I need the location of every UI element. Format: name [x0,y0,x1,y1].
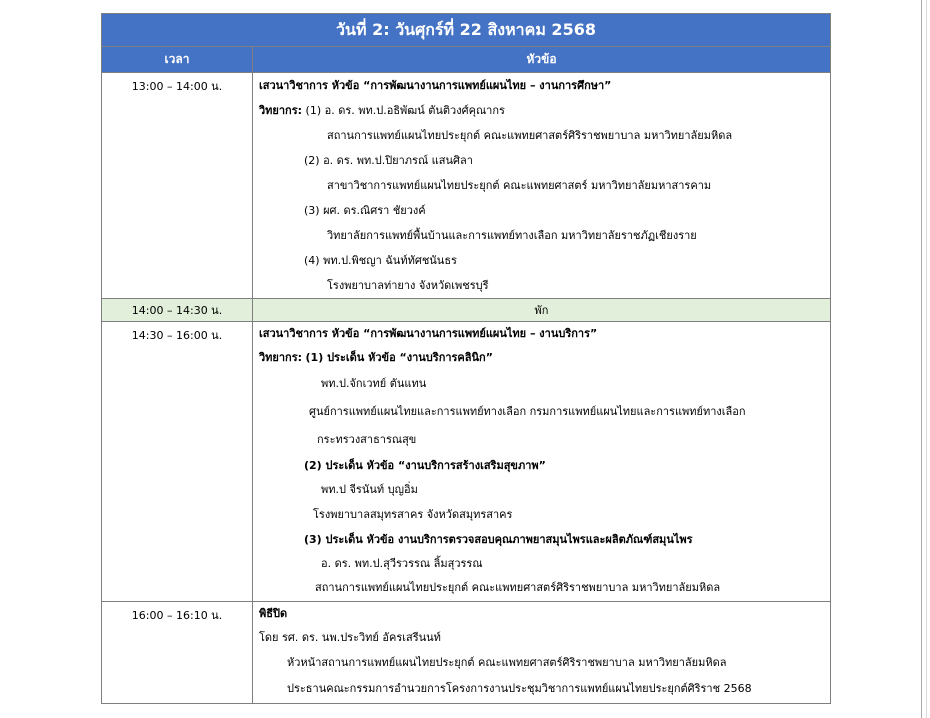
session-row [102,602,831,704]
speaker-affiliation: กระทรวงสาธารณสุข [317,433,417,446]
speaker-affiliation: สถานการแพทย์แผนไทยประยุกต์ คณะแพทยศาสตร์ศิริราชพยาบาล มหาวิทยาลัยมหิดล [327,129,733,142]
speaker-affiliation: โรงพยาบาลท่ายาง จังหวัดเพชรบุรี [327,279,489,292]
session-row [102,322,831,602]
time-column-header: เวลา [102,47,253,73]
day-title: วันที่ 2: วันศุกร์ที่ 22 สิงหาคม 2568 [102,14,831,47]
speaker-name: (2) อ. ดร. พท.ป.ปิยาภรณ์ แสนศิลา [304,154,473,167]
session-time: 13:00 – 14:00 น. [102,73,253,299]
title-row [102,14,831,47]
session-row [102,73,831,299]
topic-title: (2) ประเด็น หัวข้อ “งานบริการสร้างเสริมสุขภาพ” [304,459,546,472]
speaker-name: พท.ป.จักเวทย์ ตันแทน [321,377,427,390]
presenter-line: โดย รศ. ดร. นพ.ประวิทย์ อัครเสรีนนท์ [259,631,441,644]
topic-title: (1) ประเด็น หัวข้อ “งานบริการคลินิก” [305,351,493,364]
speaker-name: (1) อ. ดร. พท.ป.อธิพัฒน์ ตันติวงศ์คุณากร [305,104,505,117]
page-edge-shadow [926,0,927,718]
schedule-table [101,13,831,704]
session-content [253,602,831,704]
session-heading: เสวนาวิชาการ หัวข้อ “การพัฒนางานการแพทย์แผนไทย – งานการศึกษา” [259,79,612,92]
speaker-affiliation: วิทยาลัยการแพทย์พื้นบ้านและการแพทย์ทางเลือก มหาวิทยาลัยราชภัฏเชียงราย [327,229,697,242]
speaker-name: อ. ดร. พท.ป.สุวีรวรรณ ลิ้มสุวรรณ [321,557,483,570]
session-heading: เสวนาวิชาการ หัวข้อ “การพัฒนางานการแพทย์แผนไทย – งานบริการ” [259,327,598,340]
speaker-affiliation: ศูนย์การแพทย์แผนไทยและการแพทย์ทางเลือก กรมการแพทย์แผนไทยและการแพทย์ทางเลือก [309,405,746,418]
topic-title: (3) ประเด็น หัวข้อ งานบริการตรวจสอบคุณภาพยาสมุนไพรและผลิตภัณฑ์สมุนไพร [304,533,693,546]
presenter-role: ประธานคณะกรรมการอำนวยการโครงการงานประชุมวิชาการแพทย์แผนไทยประยุกต์ศิริราช 2568 [287,682,752,695]
speakers-label: วิทยากร: [259,104,303,117]
topic-line [253,346,830,370]
break-row [102,299,831,322]
speaker-name: (4) พท.ป.พิชญา ฉันท์ทัศชนันธร [304,254,457,267]
session-content [253,322,831,602]
speaker-line [253,98,830,123]
session-time: 16:00 – 16:10 น. [102,602,253,704]
speaker-name: พท.ป จีรนันท์ บุญอิ่ม [321,483,418,496]
header-row [102,47,831,73]
session-content [253,73,831,299]
session-time: 14:30 – 16:00 น. [102,322,253,602]
topic-column-header: หัวข้อ [253,47,831,73]
break-label: พัก [253,299,831,322]
break-time: 14:00 – 14:30 น. [102,299,253,322]
speakers-label: วิทยากร: [259,351,303,364]
speaker-affiliation: สาขาวิชาการแพทย์แผนไทยประยุกต์ คณะแพทยศาสตร์ มหาวิทยาลัยมหาสารคาม [327,179,712,192]
presenter-role: หัวหน้าสถานการแพทย์แผนไทยประยุกต์ คณะแพทยศาสตร์ศิริราชพยาบาล มหาวิทยาลัยมหิดล [287,656,727,669]
speaker-affiliation: สถานการแพทย์แผนไทยประยุกต์ คณะแพทยศาสตร์ศิริราชพยาบาล มหาวิทยาลัยมหิดล [315,581,721,594]
page-edge-line [921,0,922,718]
session-heading: พิธีปิด [259,607,288,620]
speaker-affiliation: โรงพยาบาลสมุทรสาคร จังหวัดสมุทรสาคร [313,508,513,521]
speaker-name: (3) ผศ. ดร.ณิศรา ชัยวงค์ [304,204,426,217]
